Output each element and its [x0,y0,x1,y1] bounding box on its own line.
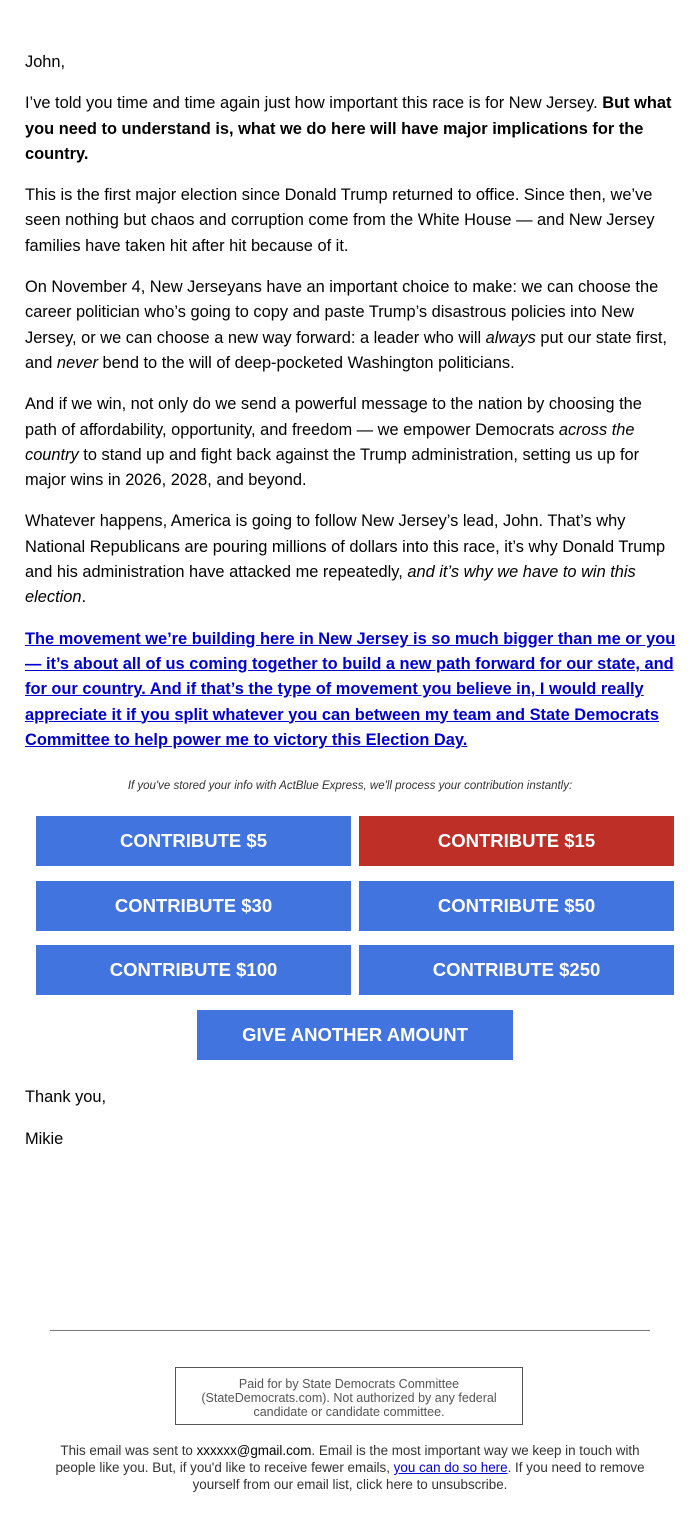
text: to stand up and fight back against the Trump administration, setting us up for major wins in 2026, 2028, and beyond. [25,445,640,490]
text: bend to the will of deep-pocketed Washington politicians. [97,353,515,372]
text: This email was sent to [60,1443,197,1458]
italic-text: and it’s why we have to win this election [25,563,636,607]
paragraph-1 [25,91,677,167]
bold-text: But what you need to understand is, what we do here will have major implications for the country. [25,94,672,163]
email-body [25,50,677,769]
text: . Email is the most important way we keep in touch with people like you. But, if you'd like to receive fewer emails, [55,1443,640,1475]
divider [50,1330,650,1331]
contribute-5-button[interactable]: CONTRIBUTE $5 [36,816,351,866]
contribute-30-button[interactable]: CONTRIBUTE $30 [36,881,351,931]
footer-text [50,1442,650,1493]
paragraph-4 [25,392,677,493]
donate-link[interactable]: The movement we’re building here in New Jersey is so much bigger than me or you — it’s about all of us coming together to build a new path forward for our state, and for our country. And if that’s the type of movement you believe in, I would really appreciate it if you split whatever you can between my team and State Democrats Committee to help power me to victory this Election Day. [25,629,676,749]
thanks-text: Thank you, [25,1088,107,1106]
donate-link-paragraph [25,627,677,753]
italic-text: never [56,353,98,372]
contribute-50-button[interactable]: CONTRIBUTE $50 [359,881,674,931]
italic-text: across the country [25,420,635,464]
text: I’ve told you time and time again just how important this race is for New Jersey. [25,94,603,113]
text: put our state first, and [25,328,667,372]
italic-text: always [485,328,536,347]
recipient-email: xxxxxx@gmail.com [196,1443,312,1458]
paragraph-3 [25,275,677,376]
fewer-emails-link[interactable]: you can do so here [393,1460,508,1475]
actblue-express-note: If you've stored your info with ActBlue Express, we'll process your contribution instantly: [127,780,573,792]
contribute-250-button[interactable]: CONTRIBUTE $250 [359,945,674,995]
text: Whatever happens, America is going to follow New Jersey’s lead, John. That’s why National Republicans are pouring millions of dollars into this race, it’s why Donald Trump and his administration have attacked me repeatedly, [25,512,666,582]
contribute-15-button[interactable]: CONTRIBUTE $15 [359,816,674,866]
paragraph-2: This is the first major election since Donald Trump returned to office. Since then, we’ve seen nothing but chaos and corruption come from the White House — and New Jersey families have taken hit after hit because of it. [25,186,655,255]
text: . [81,588,87,607]
signature: Mikie [25,1130,64,1148]
paragraph-5 [25,509,677,610]
greeting: John, [25,53,66,71]
contribute-100-button[interactable]: CONTRIBUTE $100 [36,945,351,995]
give-another-amount-button[interactable]: GIVE ANOTHER AMOUNT [197,1010,513,1060]
text: And if we win, not only do we send a powerful message to the nation by choosing the path of affordability, opportunity, and freedom — we empower Democrats [25,395,642,439]
text: On November 4, New Jerseyans have an important choice to make: we can choose the career politician who’s going to copy and paste Trump’s disastrous policies into New Jersey, or we can choose a new way forward: a leader who will [25,278,659,347]
paid-for-disclaimer: Paid for by State Democrats Committee (StateDemocrats.com). Not authorized by any federal candidate or candidate committee. [175,1367,523,1425]
unsubscribe-text[interactable]: . If you need to remove yourself from our email list, click here to unsubscribe. [192,1460,645,1492]
